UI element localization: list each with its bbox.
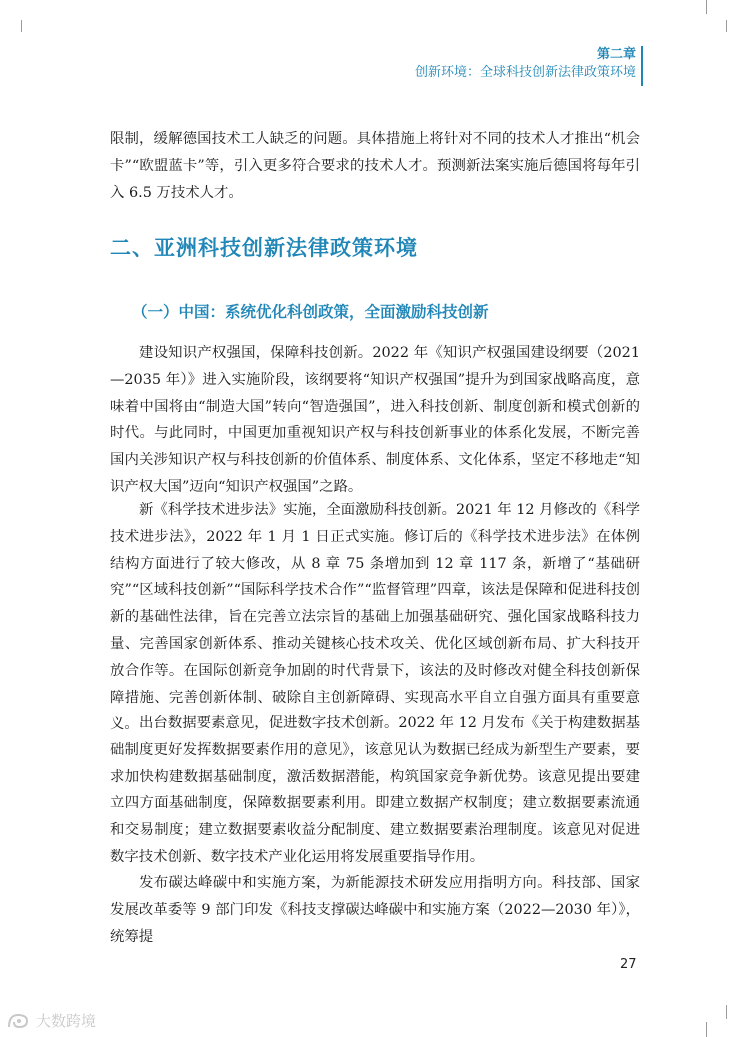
paragraph-ip-strategy: 建设知识产权强国，保障科技创新。2022 年《知识产权强国建设纲要（2021—2035 年）》进入实施阶段，该纲要将“知识产权强国”提升为到国家战略高度，意味着中国将由“制造大国”转向“智造强国”，进入科技创新、制度创新和模式创新的时代。与此同时，中国更加重视知识产权与科技创新事业的体系化发展，不断完善国内关涉知识产权与科技创新的价值体系、制度体系、文化体系，坚定不移地走“知识产权大国”迈向“知识产权强国”之路。 [110,345,640,495]
chapter-divider [641,46,643,86]
page-number: 27 [620,957,637,972]
chapter-subtitle: 创新环境：全球科技创新法律政策环境 [414,65,636,80]
crop-mark [706,1022,707,1037]
paragraph-carbon-plan: 发布碳达峰碳中和实施方案，为新能源技术研发应用指明方向。科技部、国家发展改革委等 9 部门印发《科技支撑碳达峰碳中和实施方案（2022—2030 年）》，统筹提 [110,875,640,945]
paragraph-sci-tech-law: 新《科学技术进步法》实施，全面激励科技创新。2021 年 12 月修改的《科学技术进步法》，2022 年 1 月 1 日正式实施。修订后的《科学技术进步法》在体例结构方面进行了较大修改，从 8 章 75 条增加到 12 章 117 条，新增了“基础研究”“区域科技创新”“国际科学技术合作”“监督管理”四章，该法是保障和促进科技创新的基础性法律，旨在完善立法宗旨的基础上加强基础研究、强化国家战略科技力量、完善国家创新体系、推动关键核心技术攻关、优化区域创新布局、扩大科技开放合作等。在国际创新竞争加剧的时代背景下，该法的及时修改对健全科技创新保障措施、完善创新体制、破除自主创新障碍、实现高水平自立自强方面具有重要意义。 [110,502,640,733]
chapter-header [415,46,636,82]
chapter-number: 第二章 [596,47,636,62]
crop-mark [726,1005,727,1019]
watermark-logo-icon [6,1011,32,1031]
section-heading: 二、亚洲科技创新法律政策环境 [110,236,418,260]
watermark-text: 大数跨境 [36,1012,97,1030]
subsection-heading: （一）中国：系统优化科创政策，全面激励科技创新 [132,303,489,321]
crop-mark [726,20,727,32]
paragraph-data-elements: 出台数据要素意见，促进数字技术创新。2022 年 12 月发布《关于构建数据基础制度更好发挥数据要素作用的意见》，该意见认为数据已经成为新型生产要素，要求加快构建数据基础制度，激活数据潜能，构筑国家竞争新优势。该意见提出要建立四方面基础制度，保障数据要素利用。即建立数据产权制度；建立数据要素流通和交易制度；建立数据要素收益分配制度、建立数据要素治理制度。该意见对促进数字技术创新、数字技术产业化运用将发展重要指导作用。 [110,715,640,865]
paragraph-intro: 限制，缓解德国技术工人缺乏的问题。具体措施上将针对不同的技术人才推出“机会卡”“欧盟蓝卡”等，引入更多符合要求的技术人才。预测新法案实施后德国将每年引入 6.5 万技术人才。 [110,131,640,201]
crop-mark [21,20,22,32]
crop-mark [706,0,707,14]
watermark [6,1010,96,1031]
